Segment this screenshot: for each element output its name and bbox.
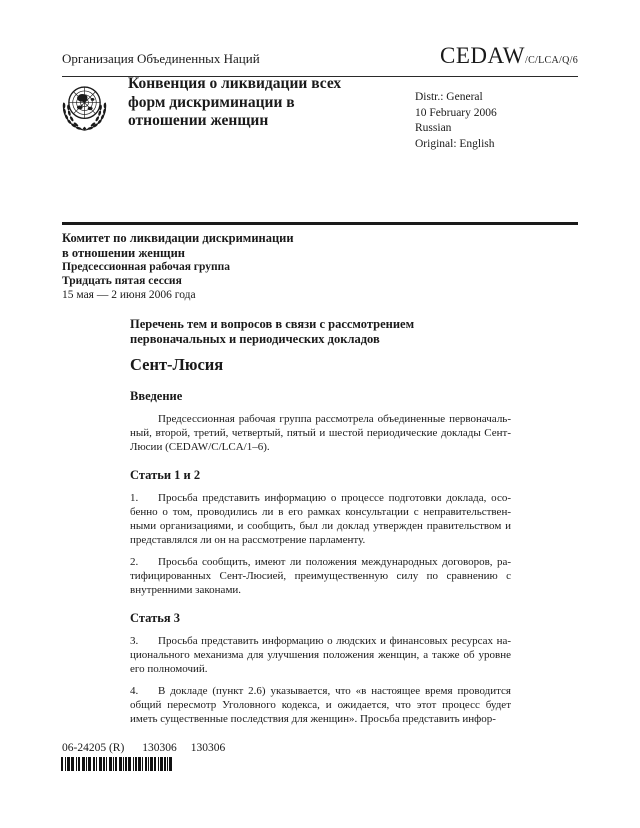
paragraph-line: общий пересмотр Уголовного кодекса, и ожидается, что этот процесс будет <box>130 699 511 711</box>
paragraph-line: иметь существенные последствия для женщин». Просьба представить инфор- <box>130 713 496 725</box>
un-emblem-icon <box>56 79 113 139</box>
session-label: Тридцать пятая сессия <box>62 275 182 287</box>
header-rule-thick <box>62 222 578 225</box>
section-heading: Статьи 1 и 2 <box>130 468 201 482</box>
document-symbol <box>440 43 578 69</box>
distr-line: Distr.: General <box>415 91 483 103</box>
distr-line: 10 February 2006 <box>415 106 497 119</box>
paragraph-number: 3. <box>130 635 139 647</box>
barcode-image <box>61 757 173 771</box>
convention-title-line: отношении женщин <box>128 112 269 129</box>
paragraph <box>130 634 511 676</box>
body-sections <box>130 389 511 726</box>
convention-title-line: Конвенция о ликвидации всех <box>128 75 342 92</box>
paragraph-number: 4. <box>130 685 139 697</box>
paragraph-line: 4. В докладе (пункт 2.6) указывается, что «в настоящее время проводится <box>130 685 511 697</box>
convention-title <box>128 75 408 131</box>
footer-code: 130306 <box>142 742 177 754</box>
paragraph <box>130 684 511 726</box>
paragraph-line: внутренними законами. <box>130 584 242 596</box>
document-symbol-main: CEDAW <box>440 43 525 68</box>
country-heading: Сент-Люсия <box>130 355 224 374</box>
document-title-line: Перечень тем и вопросов в связи с рассмотрением <box>130 317 415 331</box>
distr-line: Russian <box>415 122 452 134</box>
footer-code: 130306 <box>190 742 226 754</box>
paragraph-line: ный, второй, третий, четвертый, пятый и шестой периодические доклады Сент- <box>130 427 511 439</box>
paragraph-line: 2. Просьба сообщить, имеют ли положения международных договоров, ра- <box>130 556 511 568</box>
paragraph-line: ными организациями, и сообщить, был ли доклад утвержден правительством и <box>130 520 511 532</box>
section-heading: Введение <box>130 389 183 403</box>
paragraph-line: его полномочий. <box>130 663 208 675</box>
paragraph <box>130 491 511 547</box>
session-dates: 15 мая — 2 июня 2006 года <box>62 289 196 301</box>
paragraph-line: Предсессионная рабочая группа рассмотрела объединенные первоначаль- <box>158 413 511 425</box>
working-group-label: Предсессионная рабочая группа <box>62 261 231 273</box>
document-title <box>130 317 511 347</box>
document-symbol-suffix: /C/LCA/Q/6 <box>524 55 578 66</box>
org-name: Организация Объединенных Наций <box>62 51 260 66</box>
committee-block <box>62 231 294 302</box>
committee-name-line: в отношении женщин <box>62 245 185 260</box>
paragraph-number: 2. <box>130 556 139 568</box>
distribution-block <box>415 90 497 152</box>
paragraph-number: 1. <box>130 492 139 504</box>
paragraph-line: бенно о том, проводились ли в его рамках консультации с неправительствен- <box>130 506 511 518</box>
footer-reference <box>62 742 225 754</box>
footer-doc-number: 06-24205 (R) <box>62 742 125 754</box>
paragraph-line: Люсии (CEDAW/C/LCA/1–6). <box>130 441 270 453</box>
paragraph-line: ционального механизма для улучшения положения женщин, а также об уровне <box>130 649 511 661</box>
distr-line: Original: English <box>415 137 495 150</box>
committee-name-line: Комитет по ликвидации дискриминации <box>62 231 294 245</box>
paragraph <box>130 555 511 597</box>
paragraph-line: 3. Просьба представить информацию о людских и финансовых ресурсах на- <box>130 635 511 647</box>
section-heading: Статья 3 <box>130 611 180 625</box>
paragraph <box>130 412 511 454</box>
main-content <box>130 317 511 726</box>
document-title-line: первоначальных и периодических докладов <box>130 332 380 346</box>
paragraph-line: тифицированных Сент-Люсией, преимущественную силу по сравнению с <box>130 570 511 582</box>
paragraph-line: представлялся ли он на рассмотрение парламенту. <box>130 534 366 546</box>
paragraph-line: 1. Просьба представить информацию о процессе подготовки доклада, осо- <box>130 492 511 504</box>
convention-title-line: форм дискриминации в <box>128 93 295 111</box>
